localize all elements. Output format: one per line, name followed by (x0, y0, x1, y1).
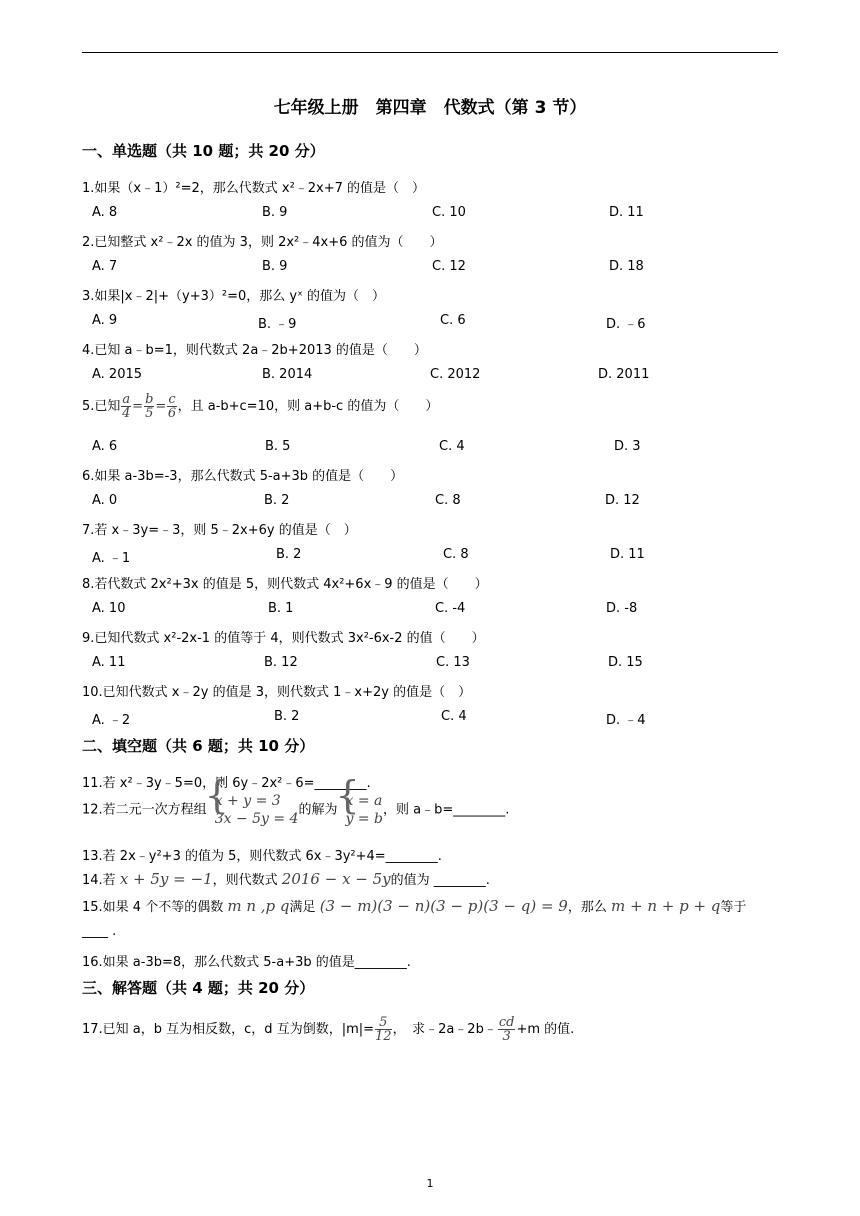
page-number: 1 (426, 1177, 434, 1190)
question-15: 15.如果 4 个不等的偶数 m n ,p q满足 (3 − m)(3 − n)(3 − p)(3 − q) = 9，那么 m + n + p + q等于 (82, 897, 747, 915)
option-9c: C. 13 (436, 655, 470, 670)
section-heading-single-choice: 一、单选题（共 10 题；共 20 分） (82, 142, 325, 160)
question-7: 7.若 x﹣3y=﹣3，则 5﹣2x+6y 的值是（ ） (82, 523, 357, 538)
option-5c: C. 4 (439, 439, 465, 454)
option-9d: D. 15 (608, 655, 643, 670)
option-1c: C. 10 (432, 205, 466, 220)
option-6d: D. 12 (605, 493, 640, 508)
question-6: 6.如果 a-3b=-3，那么代数式 5-a+3b 的值是（ ） (82, 469, 404, 484)
option-4a: A. 2015 (92, 367, 143, 382)
option-6c: C. 8 (435, 493, 461, 508)
option-7c: C. 8 (443, 547, 469, 562)
option-6b: B. 2 (264, 493, 290, 508)
section-heading-fill-in: 二、填空题（共 6 题；共 10 分） (82, 737, 315, 755)
option-9b: B. 12 (264, 655, 298, 670)
sum-expression: m + n + p + q (611, 897, 721, 915)
product-equation: (3 − m)(3 − n)(3 − p)(3 − q) = 9 (319, 897, 568, 915)
question-13: 13.若 2x﹣y²+3 的值为 5，则代数式 6x﹣3y²+4=________. (82, 849, 442, 864)
option-8d: D. -8 (606, 601, 638, 616)
expression-2016: 2016 − x − 5y (281, 870, 391, 888)
option-5b: B. 5 (265, 439, 291, 454)
question-15-blank: ____ . (82, 924, 117, 939)
question-9: 9.已知代数式 x²-2x-1 的值等于 4，则代数式 3x²-6x-2 的值（ ） (82, 631, 485, 646)
option-7b: B. 2 (276, 547, 302, 562)
option-5a: A. 6 (92, 439, 118, 454)
option-4c: C. 2012 (430, 367, 481, 382)
option-2a: A. 7 (92, 259, 118, 274)
option-7a: A. ﹣1 (92, 551, 131, 566)
option-6a: A. 0 (92, 493, 118, 508)
option-3b: B. ﹣9 (258, 317, 297, 332)
fraction-5-over-12: $\frac{5}{12}$ (375, 1015, 392, 1044)
option-9a: A. 11 (92, 655, 126, 670)
option-4b: B. 2014 (262, 367, 313, 382)
question-12-prefix: 12.若二元一次方程组 (82, 802, 207, 818)
solution-system: { x = a y = b (338, 792, 384, 828)
option-3d: D. ﹣6 (606, 317, 646, 332)
question-5-suffix: ，且 a-b+c=10，则 a+b-c 的值为（ ） (177, 399, 439, 414)
fraction-cd-over-3: $\frac{cd}{3}$ (498, 1015, 515, 1044)
question-11: 11.若 x²﹣3y﹣5=0，则 6y﹣2x²﹣6=________. (82, 776, 371, 791)
option-8c: C. -4 (435, 601, 466, 616)
fraction-a-over-4: $\frac{a}{4}$ (122, 392, 131, 421)
fraction-c-over-6: $\frac{c}{6}$ (167, 392, 177, 421)
option-8b: B. 1 (268, 601, 294, 616)
question-10: 10.已知代数式 x﹣2y 的值是 3，则代数式 1﹣x+2y 的值是（ ） (82, 685, 472, 700)
option-7d: D. 11 (610, 547, 645, 562)
option-10b: B. 2 (274, 709, 300, 724)
question-4: 4.已知 a﹣b=1，则代数式 2a﹣2b+2013 的值是（ ） (82, 343, 427, 358)
question-12 (82, 792, 509, 828)
equation-x-plus-5y: x + 5y = −1 (119, 870, 213, 888)
question-2: 2.已知整式 x²﹣2x 的值为 3，则 2x²﹣4x+6 的值为（ ） (82, 235, 443, 250)
option-1b: B. 9 (262, 205, 288, 220)
option-10c: C. 4 (441, 709, 467, 724)
option-2b: B. 9 (262, 259, 288, 274)
question-12-suffix: ，则 a﹣b=________. (383, 802, 510, 818)
question-5-prefix: 5.已知 (82, 399, 121, 414)
option-3c: C. 6 (440, 313, 466, 328)
fraction-b-over-5: $\frac{b}{5}$ (145, 392, 154, 421)
header-rule (82, 52, 778, 53)
variables-mnpq: m n ,p q (227, 897, 290, 915)
question-3: 3.如果|x﹣2|+（y+3）²=0，那么 yˣ 的值为（ ） (82, 289, 385, 304)
option-1d: D. 11 (609, 205, 644, 220)
option-5d: D. 3 (614, 439, 641, 454)
question-16: 16.如果 a-3b=8，那么代数式 5-a+3b 的值是________. (82, 955, 411, 970)
question-14: 14.若 x + 5y = −1，则代数式 2016 − x − 5y的值为 ________. (82, 870, 490, 888)
question-1: 1.如果（x﹣1）²=2，那么代数式 x²﹣2x+7 的值是（ ） (82, 181, 426, 196)
option-1a: A. 8 (92, 205, 118, 220)
question-8: 8.若代数式 2x²+3x 的值是 5，则代数式 4x²+6x﹣9 的值是（ ） (82, 577, 488, 592)
option-4d: D. 2011 (598, 367, 650, 382)
option-3a: A. 9 (92, 313, 118, 328)
option-10d: D. ﹣4 (606, 713, 646, 728)
question-12-mid: 的解为 (298, 802, 338, 818)
question-17: 17.已知 a，b 互为相反数，c，d 互为倒数，|m|= $\frac{5}{12}$ ， 求﹣2a﹣2b﹣ $\frac{cd}{3}$ +m 的值. (82, 1015, 575, 1044)
option-8a: A. 10 (92, 601, 126, 616)
option-2d: D. 18 (609, 259, 644, 274)
equation-system: { x + y = 3 3x − 5y = 4 (207, 792, 299, 828)
page-title: 七年级上册 第四章 代数式（第 3 节） (273, 98, 587, 118)
section-heading-answer: 三、解答题（共 4 题；共 20 分） (82, 979, 315, 997)
option-10a: A. ﹣2 (92, 713, 131, 728)
option-2c: C. 12 (432, 259, 466, 274)
question-5: 5.已知 $\frac{a}{4}$ = $\frac{b}{5}$ = $\frac{c}{6}$ ，且 a-b+c=10，则 a+b-c 的值为（ ） (82, 392, 439, 421)
